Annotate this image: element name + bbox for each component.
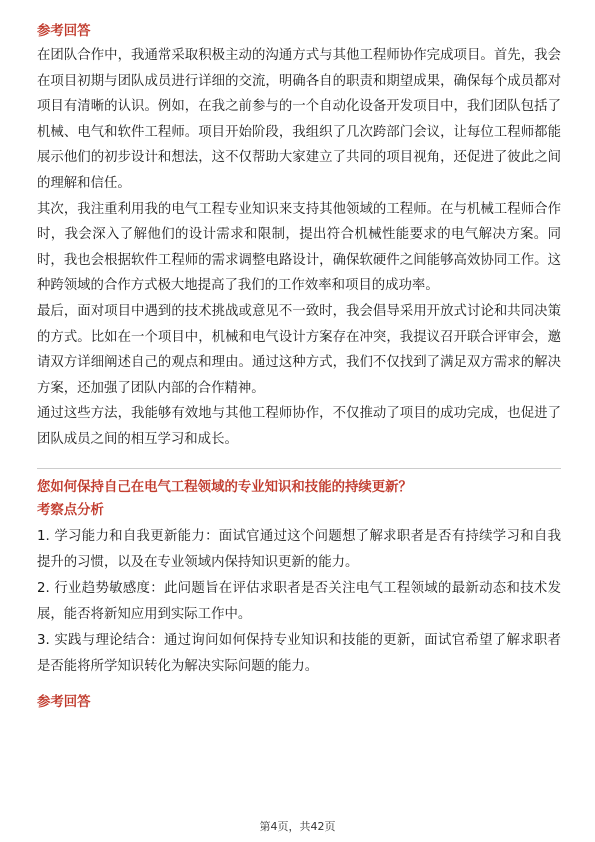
analysis-item-1: 1. 学习能力和自我更新能力：面试官通过这个问题想了解求职者是否有持续学习和自我提升的习惯，以及在专业领域内保持知识更新的能力。 [37, 528, 561, 570]
analysis-heading: 考察点分析 [37, 502, 104, 518]
answer-paragraph-2: 其次，我注重利用我的电气工程专业知识来支持其他领域的工程师。在与机械工程师合作时，我会深入了解他们的设计需求和限制，提出符合机械性能要求的电气解决方案。同时，我也会根据软件工程师的需求调整电路设计，确保软硬件之间能够高效协同工作。这种跨领域的合作方式极大地提高了我们的工作效率和项目的成功率。 [37, 201, 561, 294]
analysis-item-3: 3. 实践与理论结合：通过询问如何保持专业知识和技能的更新，面试官希望了解求职者是否能将所学知识转化为解决实际问题的能力。 [37, 632, 561, 674]
section-divider [37, 468, 561, 469]
answer-paragraph-3: 最后，面对项目中遇到的技术挑战或意见不一致时，我会倡导采用开放式讨论和共同决策的方式。比如在一个项目中，机械和电气设计方案存在冲突，我提议召开联合评审会，邀请双方详细阐述自己的观点和理由。通过这种方式，我们不仅找到了满足双方需求的解决方案，还加强了团队内部的合作精神。 [37, 303, 561, 396]
answer-heading: 参考回答 [37, 24, 91, 39]
page-content [37, 21, 561, 714]
answer-paragraph-4: 通过这些方法，我能够有效地与其他工程师协作，不仅推动了项目的成功完成，也促进了团队成员之间的相互学习和成长。 [37, 406, 561, 447]
page-number-footer: 第4页，共42页 [259, 820, 336, 833]
answer-paragraph-1: 在团队合作中，我通常采取积极主动的沟通方式与其他工程师协作完成项目。首先，我会在项目初期与团队成员进行详细的交流，明确各自的职责和期望成果，确保每个成员都对项目有清晰的认识。例如，在我之前参与的一个自动化设备开发项目中，我们团队包括了机械、电气和软件工程师。项目开始阶段，我组织了几次跨部门会议，让每位工程师都能展示他们的初步设计和想法，这不仅帮助大家建立了共同的项目视角，还促进了彼此之间的理解和信任。 [37, 48, 561, 191]
answer-heading-2: 参考回答 [37, 694, 91, 710]
analysis-item-2: 2. 行业趋势敏感度：此问题旨在评估求职者是否关注电气工程领域的最新动态和技术发展，能否将新知应用到实际工作中。 [37, 580, 561, 622]
question-title: 您如何保持自己在电气工程领域的专业知识和技能的持续更新？ [37, 479, 412, 495]
